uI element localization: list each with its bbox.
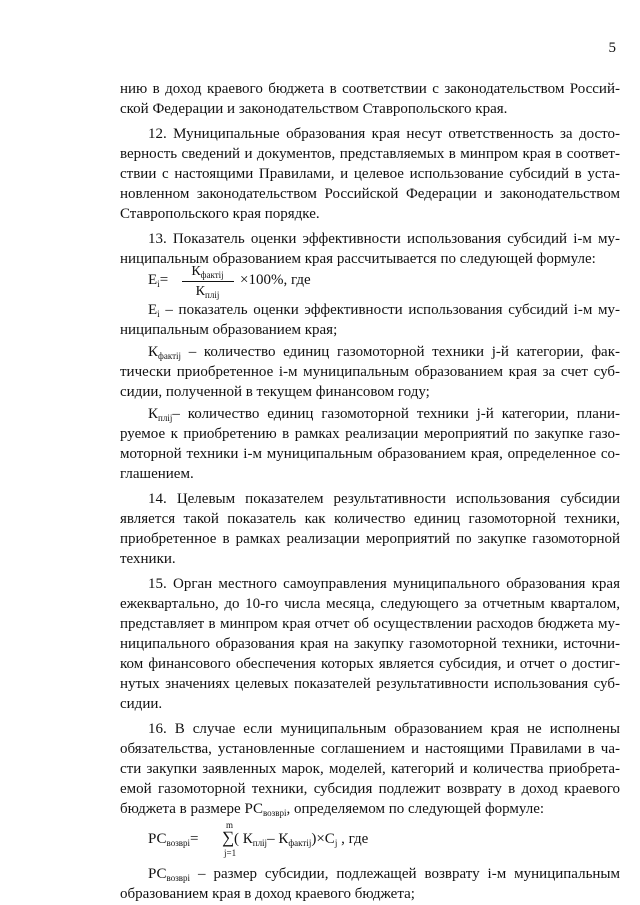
k-pl-sub: плij — [252, 838, 268, 848]
def-kf: – количество единиц газомоторной техники j-й категории, фак- — [188, 344, 620, 360]
text-line — [148, 301, 620, 321]
text-line: ниципального образования края на закупку газомоторной техники, источни- — [120, 636, 620, 652]
text-line: ствии с настоящими Правилами, и целевое использование субсидий в уста- — [120, 166, 620, 182]
formula2-close: )×C — [311, 831, 335, 847]
sum-upper: m — [226, 820, 234, 830]
symbol-k-sub: плij — [158, 413, 173, 423]
text-line: Ставропольского края порядке. — [120, 206, 320, 222]
formula2-open: ( К — [234, 831, 253, 847]
text-line: является такой показатель как количество единиц газомоторной техники, — [120, 511, 620, 527]
text-line: глашением. — [120, 466, 194, 482]
text-line: 13. Показатель оценки эффективности использования субсидий i-м му- — [148, 231, 620, 247]
text-line: 12. Муниципальные образования края несут ответственность за досто- — [148, 126, 620, 142]
def-pc: – размер субсидии, подлежащей возврату i-м муниципальным — [198, 866, 621, 882]
formula2-minus: – К — [267, 831, 289, 847]
text-line: обязательства, установленные соглашением и настоящими Правилами в ча- — [120, 741, 620, 757]
text-line — [148, 343, 620, 363]
sum-lower: j=1 — [224, 848, 237, 858]
text-line: приобретенное в рамках реализации мероприятий по закупке газомоторной — [120, 531, 620, 547]
def-e: – показатель оценки эффективности использования субсидий i-м му- — [165, 302, 621, 318]
symbol-pc: РС — [148, 866, 167, 882]
formula2-lhs-sub: возврi — [166, 838, 191, 848]
symbol-e: E — [148, 302, 158, 318]
formula2-lhs: РС — [148, 831, 167, 847]
text-line: ежеквартально, до 10-го числа месяца, следующего за отчетным кварталом, — [120, 596, 620, 612]
formula-tail: ×100%, где — [240, 272, 311, 288]
text-line: моторной техники i-м муниципальным образованием края, определенное со- — [120, 446, 620, 462]
text-line: представляет в минпром края отчет об осуществлении расходов бюджета му- — [120, 616, 620, 632]
text-line: техники. — [120, 551, 176, 567]
text-line: новленном законодательством Российской Федерации и законодательством — [120, 186, 620, 202]
text-line: 14. Целевым показателем результативности использования субсидии — [148, 491, 620, 507]
text-line: сти закупки заявленных марок, моделей, категорий и количества приобрета- — [120, 761, 620, 777]
text-line: 16. В случае если муниципальным образованием края не исполнены — [148, 721, 620, 737]
page-number: 5 — [608, 40, 616, 56]
text-line: руемое к приобретению в рамках реализации мероприятий по закупке газо- — [120, 426, 620, 442]
text-line — [148, 865, 620, 885]
text-line: ской Федерации и законодательством Ставропольского края. — [120, 101, 508, 117]
text-line: сидии. — [120, 696, 163, 712]
text-line — [120, 800, 620, 820]
text-line: емой газомоторной техники, субсидия подлежит возврату в доход краевого — [120, 781, 620, 797]
k-fakt-sub: фактij — [288, 838, 312, 848]
formula-efficiency — [148, 262, 348, 302]
formula-lhs: E — [148, 272, 158, 288]
formula-return — [148, 818, 448, 858]
text-line: сидии, полученной в текущем финансовом году; — [120, 384, 430, 400]
text-line: нутых значениях целевых показателей результативности использования суб- — [120, 676, 620, 692]
p16-text-end: , определяемом по следующей формуле: — [286, 801, 545, 817]
formula-lhs-sub: i — [157, 279, 160, 289]
text-line: тически приобретенное i-м муниципальным образованием края за счет суб- — [120, 364, 620, 380]
text-line: ком финансового обеспечения которых является субсидия, и отчет о достиг- — [120, 656, 620, 672]
symbol-pc-sub: возврi — [166, 873, 191, 883]
denominator: К — [195, 284, 206, 299]
numerator-sub: фактij — [200, 270, 224, 280]
text-line: ниципальным образованием края рассчитывается по следующей формуле: — [120, 251, 596, 267]
symbol-e-sub: i — [157, 309, 160, 319]
formula2-eq: = — [190, 831, 199, 847]
sum-symbol: ∑ — [222, 828, 235, 847]
denominator-sub: плij — [205, 290, 220, 300]
text-line: нию в доход краевого бюджета в соответствии с законодательством Россий- — [120, 81, 620, 97]
symbol-k: К — [148, 344, 159, 360]
text-line: верность сведений и документов, представляемых в минпром края в соответ- — [120, 146, 620, 162]
text-line: 15. Орган местного самоуправления муниципального образования края — [148, 576, 620, 592]
pc-sub: возврi — [262, 808, 287, 818]
p16-text: бюджета в размере РС — [120, 801, 263, 817]
symbol-k: К — [148, 406, 159, 422]
c-sub: j — [334, 838, 338, 848]
text-line — [148, 405, 620, 425]
symbol-k-sub: фактij — [158, 351, 182, 361]
text-line: ниципальным образованием края; — [120, 322, 338, 338]
text-line: образованием края в доход краевого бюджета; — [120, 886, 415, 902]
formula-eq: = — [159, 272, 169, 288]
def-kp: – количество единиц газомоторной техники j-й категории, плани- — [172, 406, 620, 422]
numerator: К — [191, 264, 201, 279]
formula2-tail: , где — [341, 831, 369, 847]
